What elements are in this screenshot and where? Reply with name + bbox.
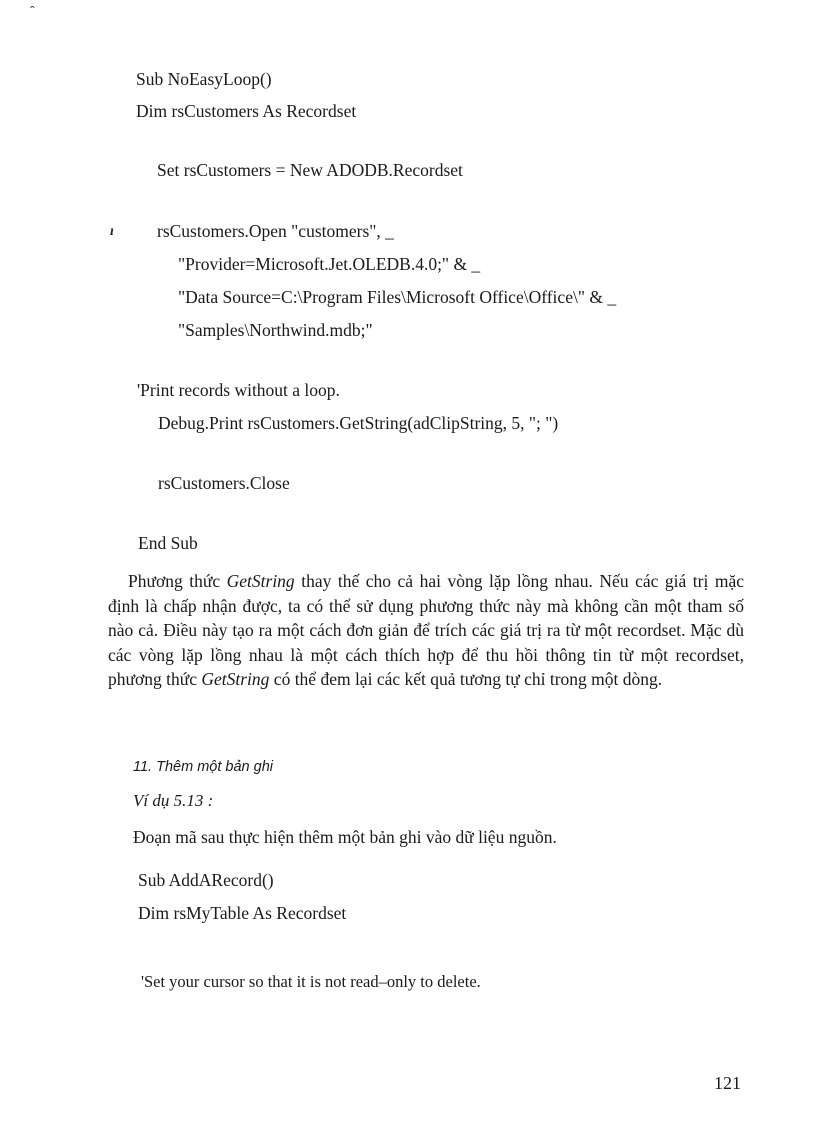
method-name: GetString [201, 669, 270, 690]
code-line: rsCustomers.Close [158, 473, 290, 493]
scan-mark-top: ꞈ [30, 0, 35, 9]
section-heading: 11. Thêm một bản ghi [133, 759, 273, 775]
paragraph-text: có thể đem lại các kết quả tương tự chỉ trong một dòng. [269, 669, 663, 690]
scan-mark-margin: ı [110, 224, 114, 239]
code-line: "Data Source=C:\Program Files\Microsoft Office\Office\" & _ [178, 287, 617, 307]
page-number: 121 [714, 1073, 741, 1093]
code-comment: 'Set your cursor so that it is not read–only to delete. [141, 972, 481, 991]
code-line: Dim rsMyTable As Recordset [138, 903, 347, 923]
code-line: Sub AddARecord() [138, 870, 274, 890]
code-line: rsCustomers.Open "customers", _ [157, 221, 394, 241]
code-comment: 'Print records without a loop. [137, 380, 340, 400]
code-line: Debug.Print rsCustomers.GetString(adClipString, 5, "; ") [158, 413, 559, 433]
code-line: Dim rsCustomers As Recordset [136, 101, 357, 121]
paragraph-text: thay thế cho cả hai vòng lặp lồng nhau. Nếu các giá trị mặc định là chấp nhận được, ta có thể sử dụng phương thức này mà không cần một tham số nào cả. Điều này tạo ra một cách đơn giản để trích các giá trị ra từ một recordset. Mặc dù các vòng lặp lồng nhau là một cách thích hợp để thu hồi thông tin từ một recordset, phương thức [108, 571, 745, 690]
code-line: "Samples\Northwind.mdb;" [178, 320, 373, 340]
paragraph-text: Phương thức [128, 571, 227, 591]
code-line: "Provider=Microsoft.Jet.OLEDB.4.0;" & _ [178, 254, 481, 274]
code-line: Sub NoEasyLoop() [136, 69, 272, 89]
code-line: End Sub [138, 533, 198, 553]
example-label: Ví dụ 5.13 : [133, 791, 214, 810]
body-paragraph [108, 569, 744, 692]
code-line: Set rsCustomers = New ADODB.Recordset [157, 160, 463, 180]
method-name: GetString [226, 571, 295, 591]
section-description: Đoạn mã sau thực hiện thêm một bản ghi vào dữ liệu nguồn. [133, 827, 557, 847]
